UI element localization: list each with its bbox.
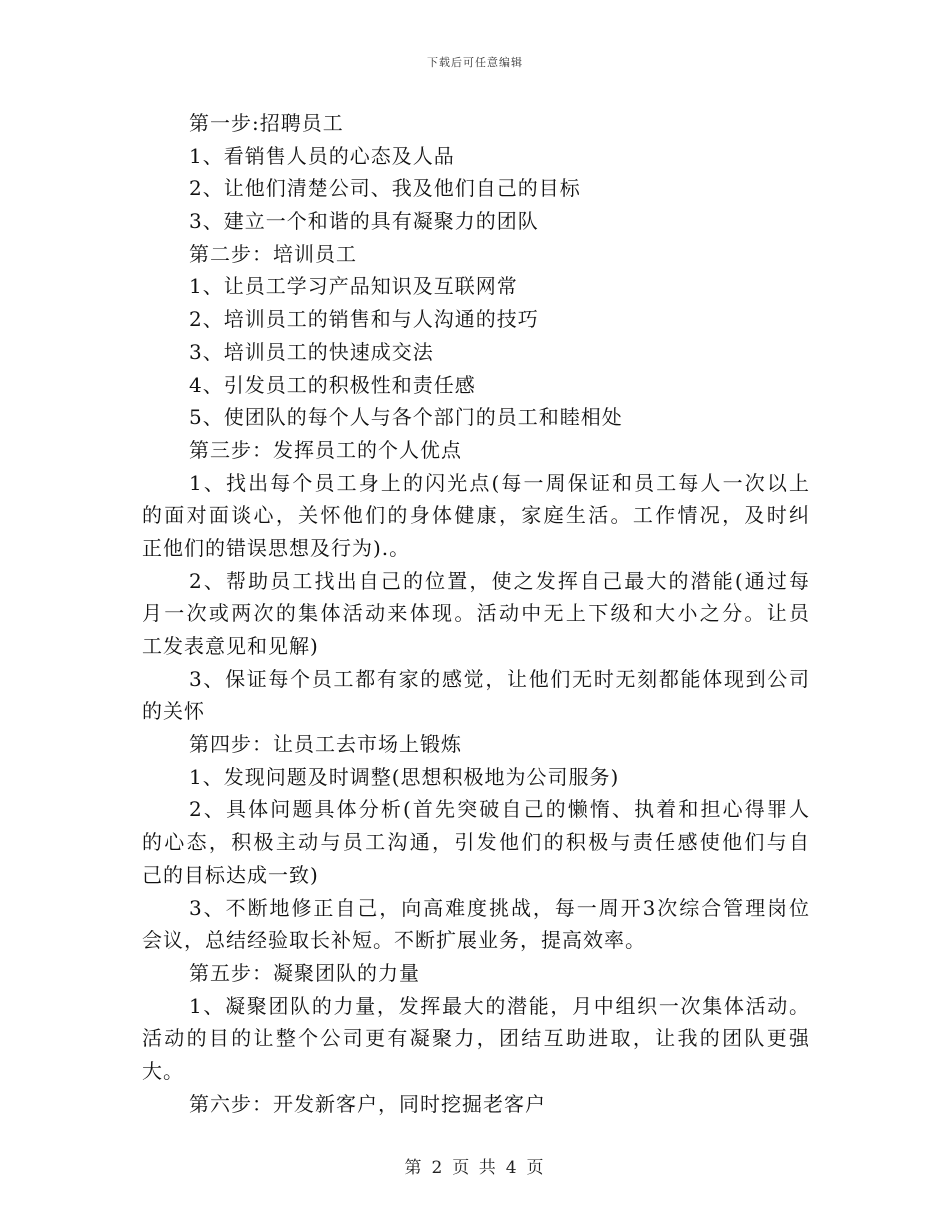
text-line: 1、凝聚团队的力量，发挥最大的潜能，月中组织一次集体活动。 (189, 993, 810, 1018)
text-line: 正他们的错误思想及行为).。 (142, 535, 411, 560)
text-line: 4、引发员工的积极性和责任感 (189, 372, 476, 397)
text-line: 3、保证每个员工都有家的感觉，让他们无时无刻都能体现到公司 (189, 666, 810, 691)
text-line: 第二步：培训员工 (189, 241, 357, 266)
text-line: 1、看销售人员的心态及人品 (189, 143, 455, 168)
text-line: 工发表意见和见解) (142, 634, 319, 658)
text-line: 1、找出每个员工身上的闪光点(每一周保证和员工每人一次以上 (189, 470, 810, 495)
text-line: 3、培训员工的快速成交法 (189, 339, 434, 364)
text-line: 第五步：凝聚团队的力量 (189, 960, 420, 985)
text-line: 第一步:招聘员工 (189, 111, 344, 135)
text-line: 1、让员工学习产品知识及互联网常 (189, 274, 518, 299)
text-line: 大。 (142, 1058, 184, 1083)
text-line: 月一次或两次的集体活动来体现。活动中无上下级和大小之分。让员 (142, 601, 810, 626)
text-line: 2、让他们清楚公司、我及他们自己的目标 (189, 176, 581, 201)
page-footer (0, 1153, 950, 1178)
page-number: 2 (431, 1158, 445, 1178)
page-total: 4 (505, 1158, 519, 1178)
text-line: 第六步：开发新客户，同时挖掘老客户 (189, 1091, 546, 1116)
text-line: 活动的目的让整个公司更有凝聚力，团结互助进取，让我的团队更强 (142, 1026, 810, 1051)
text-line: 2、培训员工的销售和与人沟通的技巧 (189, 307, 539, 332)
text-line: 己的目标达成一致) (142, 862, 319, 887)
page-header: 下载后可任意编辑 (427, 56, 523, 69)
text-line: 3、建立一个和谐的具有凝聚力的团队 (189, 209, 539, 234)
footer-middle: 页 共 (452, 1158, 498, 1178)
text-line: 1、发现问题及时调整(思想积极地为公司服务) (189, 764, 620, 789)
document-body (142, 107, 810, 1120)
text-line: 的关怀 (142, 699, 205, 724)
text-line: 第三步：发挥员工的个人优点 (189, 437, 462, 462)
text-line: 2、帮助员工找出自己的位置，使之发挥自己最大的潜能(通过每 (189, 568, 810, 593)
text-line: 会议，总结经验取长补短。不断扩展业务，提高效率。 (142, 928, 646, 953)
footer-suffix: 页 (526, 1158, 546, 1178)
text-line: 3、不断地修正自己，向高难度挑战，每一周开3次综合管理岗位 (189, 895, 810, 920)
text-line: 2、具体问题具体分析(首先突破自己的懒惰、执着和担心得罪人 (189, 797, 810, 822)
text-line: 的心态，积极主动与员工沟通，引发他们的积极与责任感使他们与自 (142, 830, 810, 855)
text-line: 的面对面谈心，关怀他们的身体健康，家庭生活。工作情况，及时纠 (142, 503, 810, 528)
text-line: 5、使团队的每个人与各个部门的员工和睦相处 (189, 405, 623, 430)
footer-prefix: 第 (404, 1158, 424, 1178)
text-line: 第四步：让员工去市场上锻炼 (189, 732, 462, 757)
